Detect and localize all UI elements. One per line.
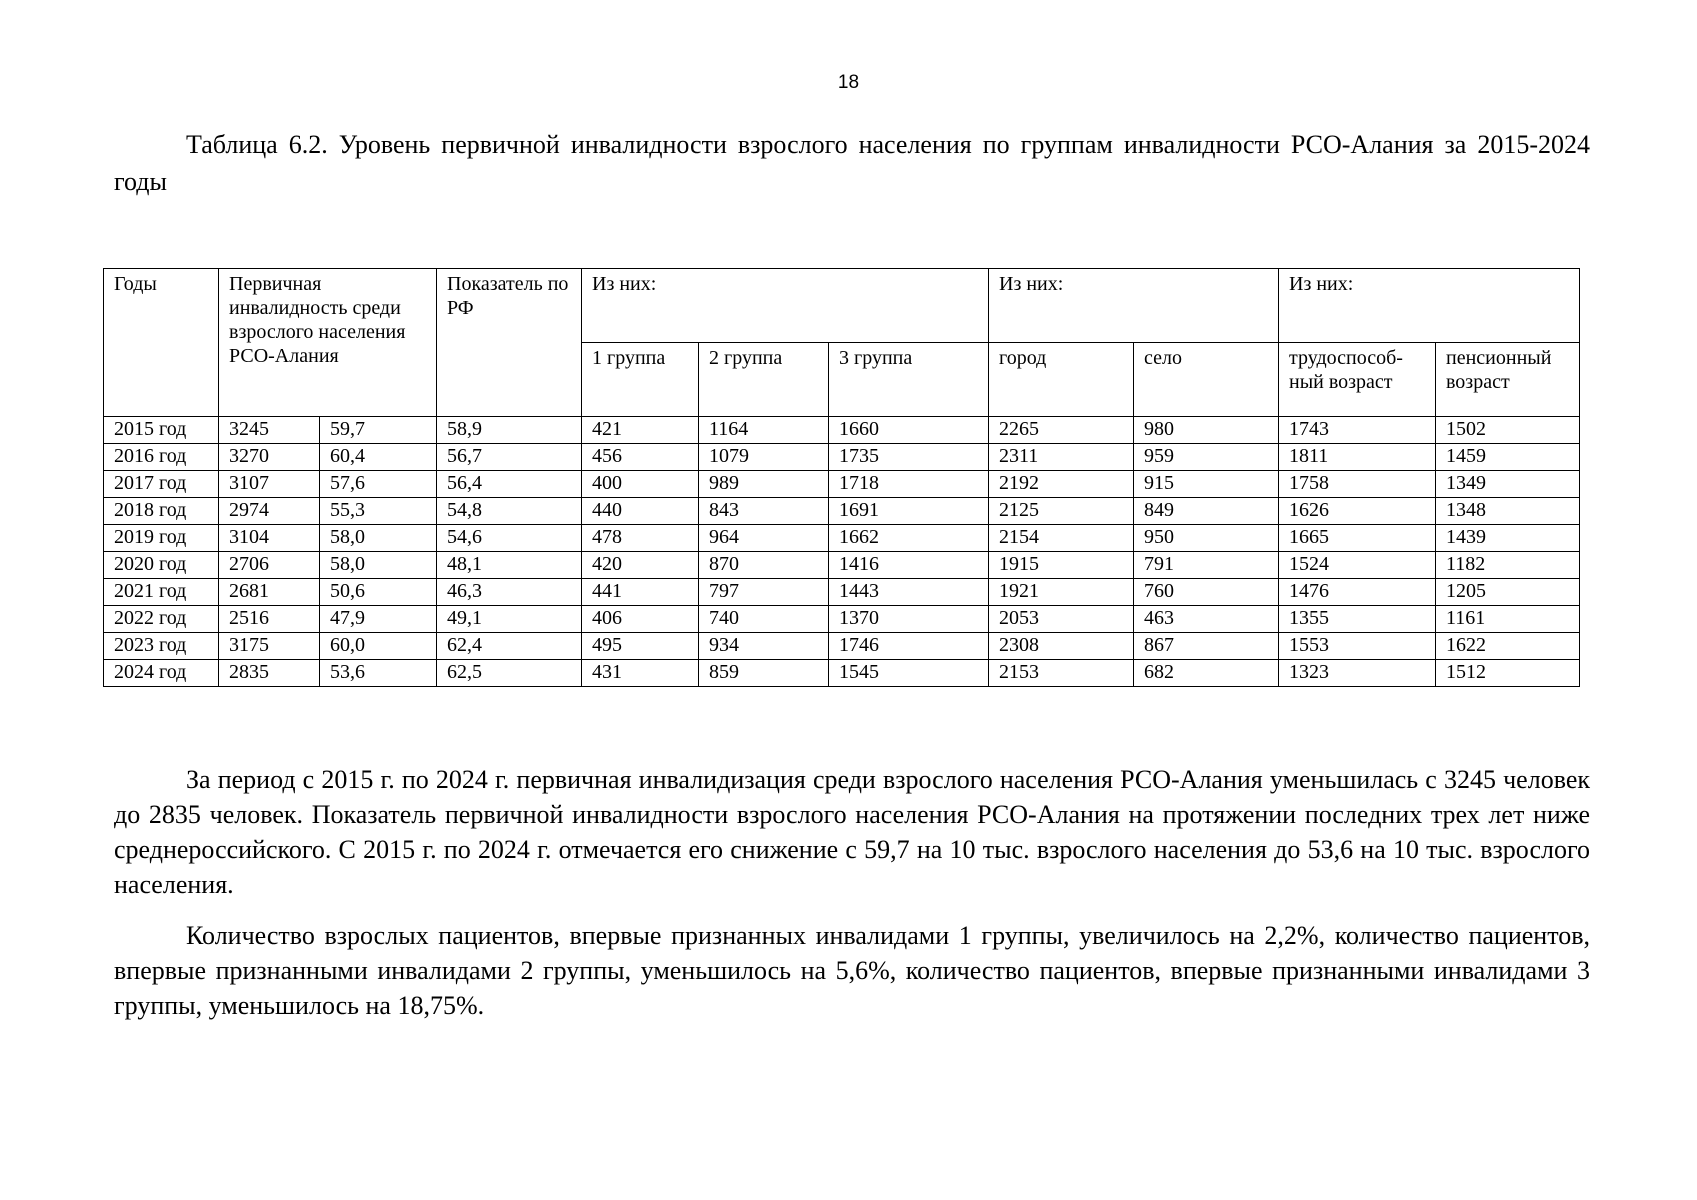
header-group-1: 1 группа xyxy=(582,343,699,417)
table-cell: 1439 xyxy=(1436,525,1580,552)
table-cell: 431 xyxy=(582,660,699,687)
table-cell: 495 xyxy=(582,633,699,660)
table-cell: 791 xyxy=(1134,552,1279,579)
table-cell: 1660 xyxy=(829,417,989,444)
table-cell: 2019 год xyxy=(104,525,219,552)
table-cell: 2681 xyxy=(219,579,320,606)
table-cell: 2153 xyxy=(989,660,1134,687)
table-cell: 2017 год xyxy=(104,471,219,498)
table-cell: 57,6 xyxy=(320,471,437,498)
table-cell: 463 xyxy=(1134,606,1279,633)
table-row xyxy=(104,579,1580,606)
table-cell: 54,6 xyxy=(437,525,582,552)
table-cell: 2021 год xyxy=(104,579,219,606)
table-cell: 867 xyxy=(1134,633,1279,660)
table-cell: 915 xyxy=(1134,471,1279,498)
table-cell: 682 xyxy=(1134,660,1279,687)
table-cell: 1502 xyxy=(1436,417,1580,444)
table-cell: 1545 xyxy=(829,660,989,687)
table-cell: 58,9 xyxy=(437,417,582,444)
table-cell: 797 xyxy=(699,579,829,606)
table-row xyxy=(104,606,1580,633)
table-cell: 1553 xyxy=(1279,633,1436,660)
table-cell: 1164 xyxy=(699,417,829,444)
table-cell: 2125 xyxy=(989,498,1134,525)
table-cell: 400 xyxy=(582,471,699,498)
table-cell: 1459 xyxy=(1436,444,1580,471)
table-cell: 3104 xyxy=(219,525,320,552)
paragraph-summary: За период с 2015 г. по 2024 г. первичная инвалидизация среди взрослого населения РСО-Алания уменьшилась с 3245 человек до 2835 человек. Показатель первичной инвалидности взрослого населения РСО-Алания на протяжении последних трех лет ниже среднероссийского. С 2015 г. по 2024 г. отмечается его снижение с 59,7 на 10 тыс. взрослого населения до 53,6 на 10 тыс. взрослого населения. xyxy=(114,765,1590,899)
table-cell: 3270 xyxy=(219,444,320,471)
header-of-them-groups: Из них: xyxy=(582,269,989,343)
table-cell: 1662 xyxy=(829,525,989,552)
table-cell: 3245 xyxy=(219,417,320,444)
table-cell: 440 xyxy=(582,498,699,525)
table-cell: 56,4 xyxy=(437,471,582,498)
table-cell: 2022 год xyxy=(104,606,219,633)
table-row xyxy=(104,633,1580,660)
header-city: город xyxy=(989,343,1134,417)
header-working-age: трудоспособ-ный возраст xyxy=(1279,343,1436,417)
table-caption: Таблица 6.2. Уровень первичной инвалидности взрослого населения по группам инвалидности РСО-Алания за 2015-2024 годы xyxy=(114,130,1590,196)
header-row-1 xyxy=(104,269,1580,343)
table-cell: 1512 xyxy=(1436,660,1580,687)
table-cell: 760 xyxy=(1134,579,1279,606)
table-row xyxy=(104,444,1580,471)
table-cell: 456 xyxy=(582,444,699,471)
table-cell: 1416 xyxy=(829,552,989,579)
paragraph-groups: Количество взрослых пациентов, впервые признанных инвалидами 1 группы, увеличилось на 2,2%, количество пациентов, впервые признанными инвалидами 2 группы, уменьшилось на 5,6%, количество пациентов, впервые признанными инвалидами 3 группы, уменьшилось на 18,75%. xyxy=(114,921,1590,1020)
table-cell: 1665 xyxy=(1279,525,1436,552)
table-cell: 48,1 xyxy=(437,552,582,579)
table-cell: 47,9 xyxy=(320,606,437,633)
table-cell: 420 xyxy=(582,552,699,579)
header-years: Годы xyxy=(104,269,219,417)
table-cell: 980 xyxy=(1134,417,1279,444)
table-cell: 55,3 xyxy=(320,498,437,525)
table-cell: 441 xyxy=(582,579,699,606)
table-cell: 1205 xyxy=(1436,579,1580,606)
table-cell: 1349 xyxy=(1436,471,1580,498)
table-cell: 3175 xyxy=(219,633,320,660)
table-cell: 964 xyxy=(699,525,829,552)
table-cell: 1746 xyxy=(829,633,989,660)
header-primary-disability: Первичная инвалидность среди взрослого населения РСО-Алания xyxy=(219,269,437,417)
table-cell: 1182 xyxy=(1436,552,1580,579)
table-cell: 1622 xyxy=(1436,633,1580,660)
table-cell: 2308 xyxy=(989,633,1134,660)
table-cell: 1161 xyxy=(1436,606,1580,633)
header-rf-indicator: Показатель по РФ xyxy=(437,269,582,417)
table-cell: 1758 xyxy=(1279,471,1436,498)
table-cell: 2265 xyxy=(989,417,1134,444)
table-cell: 2706 xyxy=(219,552,320,579)
table-cell: 2024 год xyxy=(104,660,219,687)
table-row xyxy=(104,498,1580,525)
table-cell: 1735 xyxy=(829,444,989,471)
table-cell: 58,0 xyxy=(320,552,437,579)
table-cell: 1370 xyxy=(829,606,989,633)
table-cell: 2192 xyxy=(989,471,1134,498)
table-cell: 934 xyxy=(699,633,829,660)
table-cell: 989 xyxy=(699,471,829,498)
table-cell: 53,6 xyxy=(320,660,437,687)
table-cell: 2023 год xyxy=(104,633,219,660)
table-cell: 849 xyxy=(1134,498,1279,525)
table-cell: 56,7 xyxy=(437,444,582,471)
table-cell: 870 xyxy=(699,552,829,579)
table-cell: 1476 xyxy=(1279,579,1436,606)
table-cell: 46,3 xyxy=(437,579,582,606)
table-cell: 1626 xyxy=(1279,498,1436,525)
page-number: 18 xyxy=(837,72,860,93)
table-row xyxy=(104,471,1580,498)
disability-table xyxy=(103,268,1580,687)
table-cell: 2974 xyxy=(219,498,320,525)
table-cell: 843 xyxy=(699,498,829,525)
table-cell: 1915 xyxy=(989,552,1134,579)
header-pension-age: пенсионный возраст xyxy=(1436,343,1580,417)
table-cell: 1443 xyxy=(829,579,989,606)
table-cell: 1323 xyxy=(1279,660,1436,687)
table-row xyxy=(104,417,1580,444)
header-of-them-location: Из них: xyxy=(989,269,1279,343)
table-cell: 959 xyxy=(1134,444,1279,471)
header-group-2: 2 группа xyxy=(699,343,829,417)
table-cell: 421 xyxy=(582,417,699,444)
table-cell: 58,0 xyxy=(320,525,437,552)
table-cell: 62,5 xyxy=(437,660,582,687)
table-cell: 62,4 xyxy=(437,633,582,660)
table-cell: 2018 год xyxy=(104,498,219,525)
table-cell: 2835 xyxy=(219,660,320,687)
table-cell: 49,1 xyxy=(437,606,582,633)
header-of-them-age: Из них: xyxy=(1279,269,1580,343)
table-cell: 1691 xyxy=(829,498,989,525)
table-cell: 740 xyxy=(699,606,829,633)
table-cell: 59,7 xyxy=(320,417,437,444)
table-row xyxy=(104,660,1580,687)
header-village: село xyxy=(1134,343,1279,417)
table-cell: 2154 xyxy=(989,525,1134,552)
table-cell: 1079 xyxy=(699,444,829,471)
table-cell: 2020 год xyxy=(104,552,219,579)
table-cell: 1811 xyxy=(1279,444,1436,471)
table-cell: 950 xyxy=(1134,525,1279,552)
table-cell: 1355 xyxy=(1279,606,1436,633)
table-cell: 859 xyxy=(699,660,829,687)
table-cell: 2516 xyxy=(219,606,320,633)
table-row xyxy=(104,552,1580,579)
table-cell: 1524 xyxy=(1279,552,1436,579)
table-cell: 478 xyxy=(582,525,699,552)
table-cell: 2016 год xyxy=(104,444,219,471)
table-cell: 60,0 xyxy=(320,633,437,660)
table-cell: 2311 xyxy=(989,444,1134,471)
table-cell: 1743 xyxy=(1279,417,1436,444)
table-cell: 2053 xyxy=(989,606,1134,633)
table-cell: 50,6 xyxy=(320,579,437,606)
table-cell: 1348 xyxy=(1436,498,1580,525)
table-cell: 1921 xyxy=(989,579,1134,606)
table-cell: 54,8 xyxy=(437,498,582,525)
header-group-3: 3 группа xyxy=(829,343,989,417)
table-cell: 406 xyxy=(582,606,699,633)
table-cell: 1718 xyxy=(829,471,989,498)
table-cell: 3107 xyxy=(219,471,320,498)
table-cell: 60,4 xyxy=(320,444,437,471)
table-row xyxy=(104,525,1580,552)
table-cell: 2015 год xyxy=(104,417,219,444)
